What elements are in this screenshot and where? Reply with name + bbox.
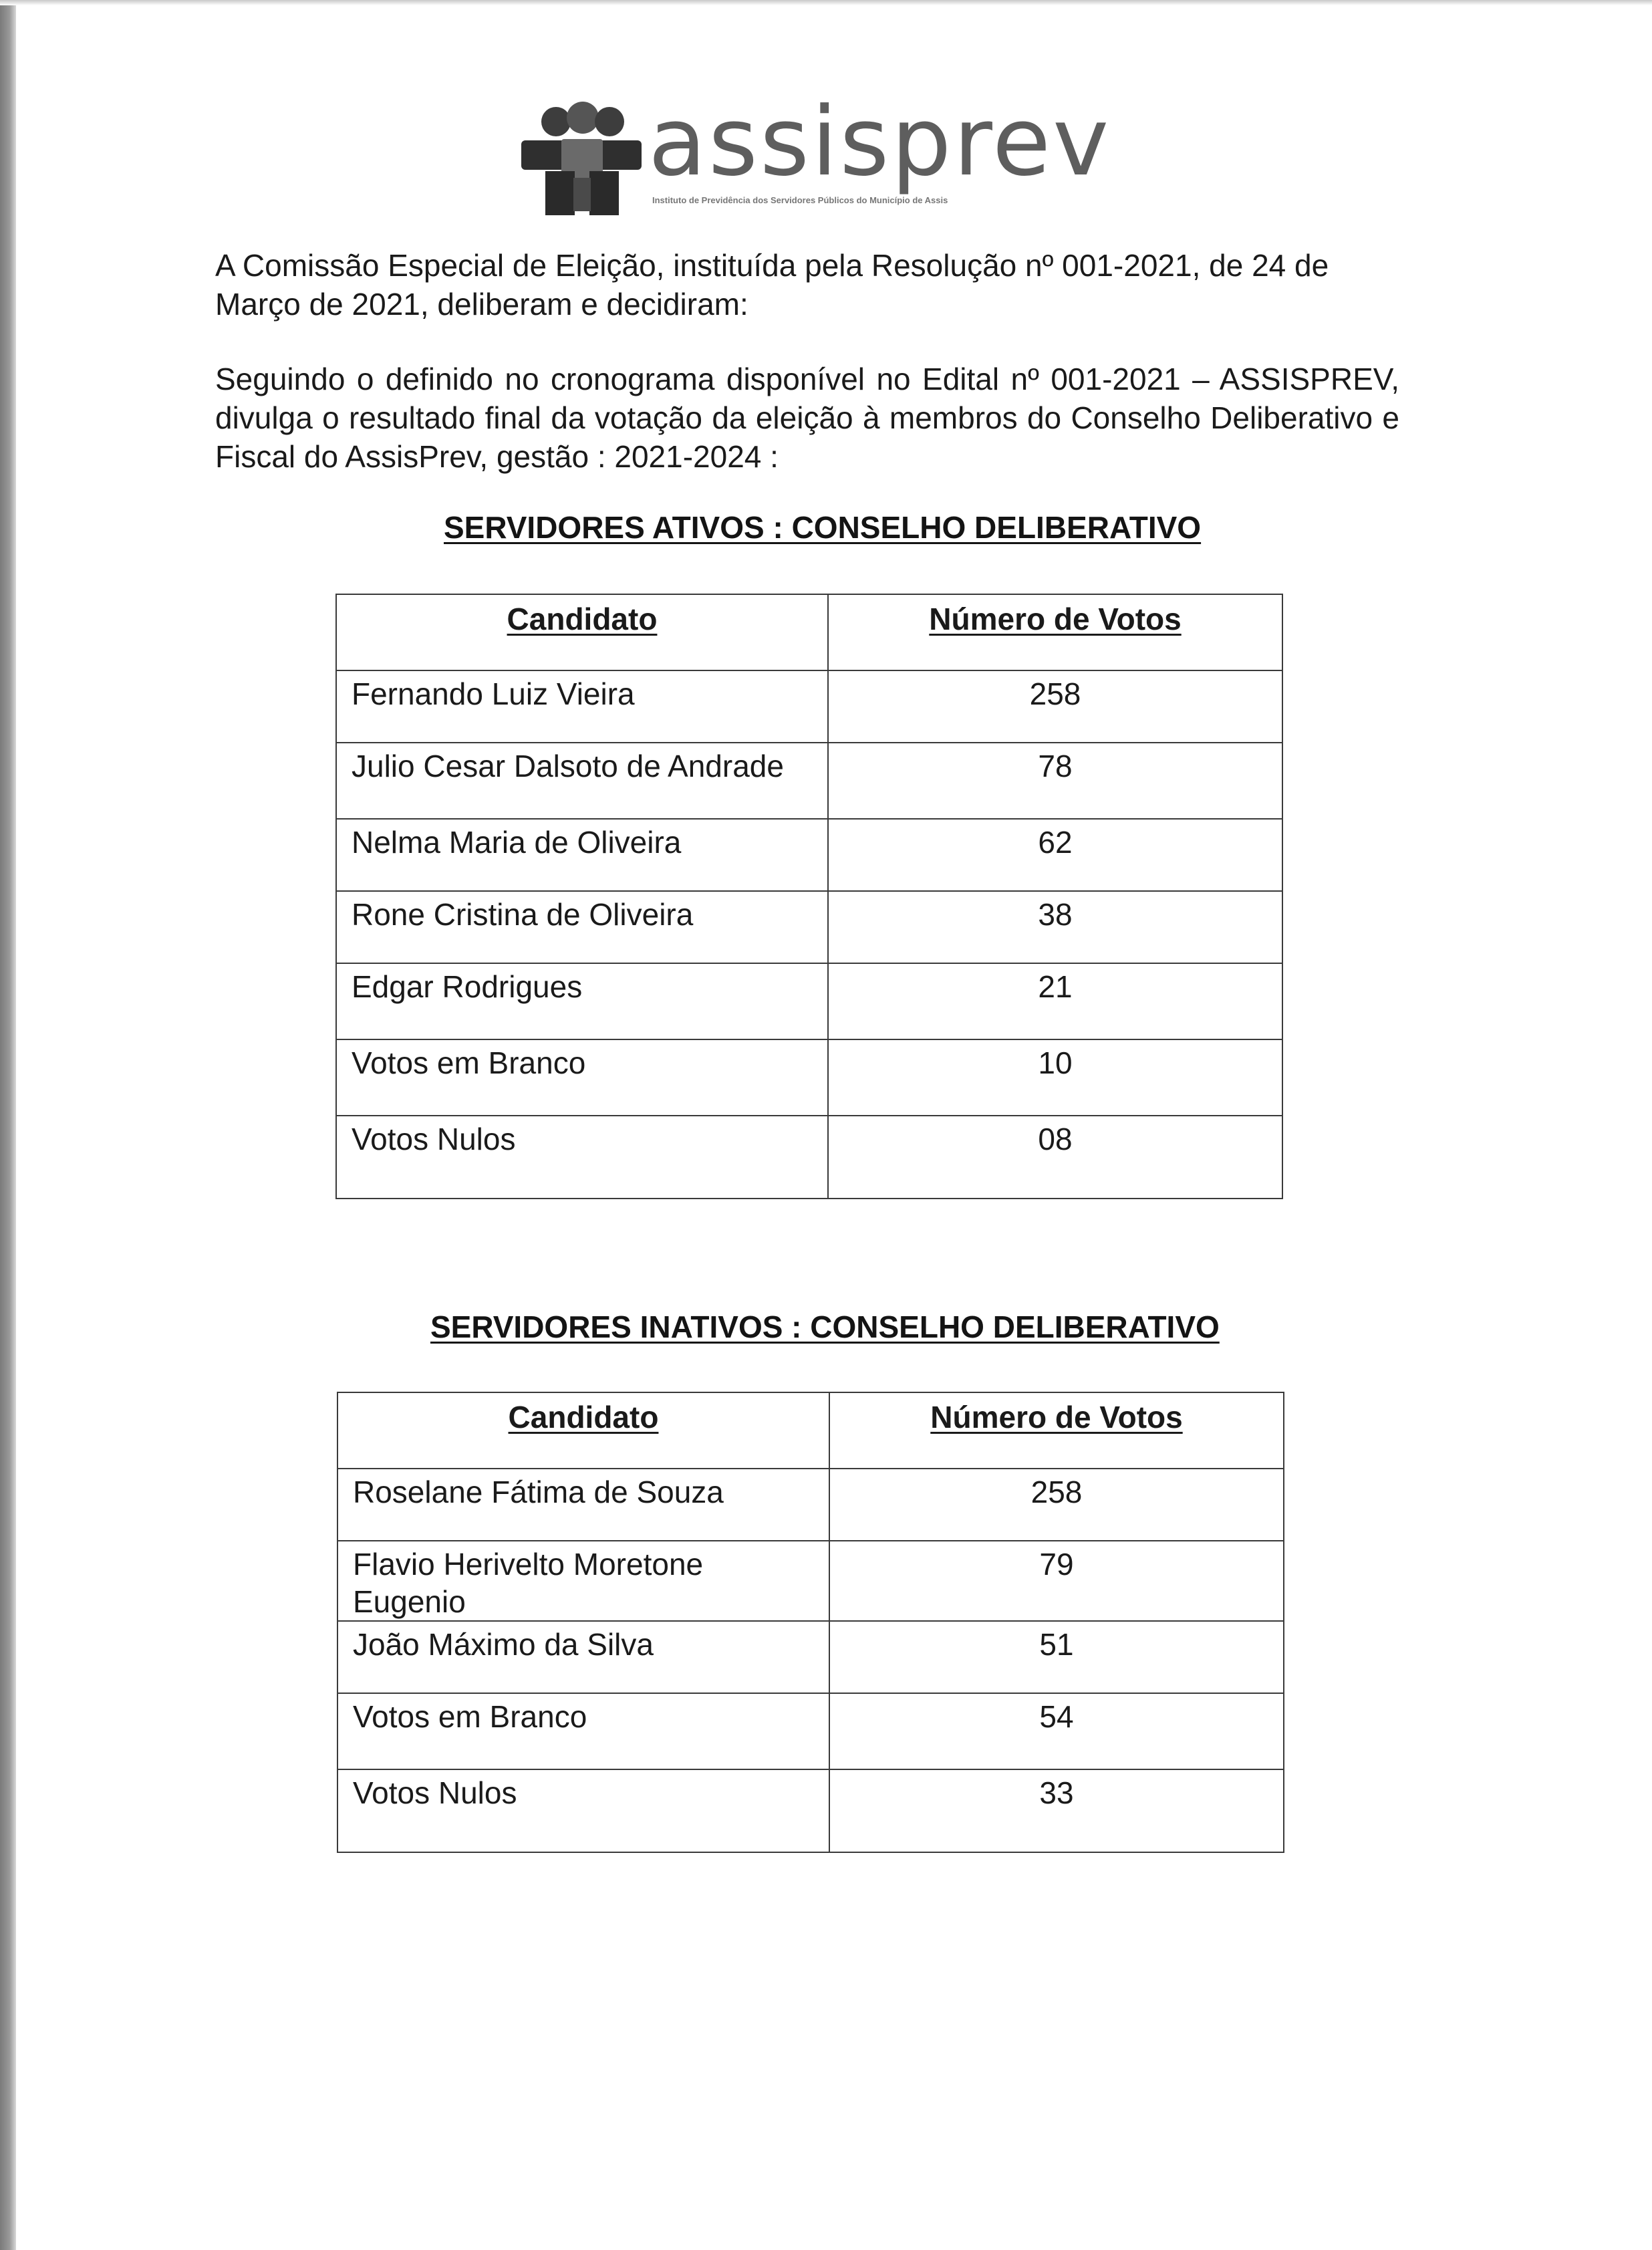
vote-count: 78	[828, 743, 1282, 819]
table-row	[337, 1621, 1284, 1693]
candidate-name: Fernando Luiz Vieira	[336, 670, 828, 743]
vote-count: 258	[829, 1469, 1284, 1541]
table-row	[337, 1469, 1284, 1541]
table-row	[336, 743, 1282, 819]
logo-wordmark: assisprev	[648, 87, 1111, 197]
section-title-ativos: SERVIDORES ATIVOS : CONSELHO DELIBERATIVO	[444, 510, 1202, 545]
candidate-name: Rone Cristina de Oliveira	[336, 891, 828, 963]
scan-edge-shadow	[0, 0, 16, 2250]
intro-paragraph-1: A Comissão Especial de Eleição, instituída pela Resolução nº 001-2021, de 24 de Março de 2021, deliberam e decidiram:	[215, 248, 1329, 322]
vote-count: 51	[829, 1621, 1284, 1693]
results-table-ativos	[335, 594, 1283, 1199]
table-header-row	[336, 594, 1282, 670]
column-header-votes: Número de Votos	[829, 1392, 1284, 1469]
table-row	[336, 963, 1282, 1039]
vote-count: 10	[828, 1039, 1282, 1116]
column-header-candidate: Candidato	[336, 594, 828, 670]
vote-count: 33	[829, 1769, 1284, 1852]
candidate-name: Votos Nulos	[337, 1769, 829, 1852]
candidate-name: Votos em Branco	[336, 1039, 828, 1116]
scan-top-shadow	[0, 0, 1652, 5]
candidate-name: Nelma Maria de Oliveira	[336, 819, 828, 891]
intro-paragraph-2: Seguindo o definido no cronograma disponível no Edital nº 001-2021 – ASSISPREV, divulga o resultado final da votação da eleição à membros do Conselho Deliberativo e Fiscal do AssisPrev, gestão : 2021-2024 :	[215, 362, 1399, 474]
people-family-icon	[515, 99, 648, 219]
assisprev-logo	[515, 87, 1116, 219]
results-table-inativos	[337, 1392, 1284, 1853]
candidate-name: Julio Cesar Dalsoto de Andrade	[336, 743, 828, 819]
table-row	[336, 819, 1282, 891]
table-row	[337, 1769, 1284, 1852]
column-header-votes: Número de Votos	[828, 594, 1282, 670]
table-row	[336, 670, 1282, 743]
table-row	[336, 891, 1282, 963]
table-row	[336, 1039, 1282, 1116]
vote-count: 21	[828, 963, 1282, 1039]
vote-count: 54	[829, 1693, 1284, 1769]
table-row	[337, 1541, 1284, 1621]
table-row	[337, 1693, 1284, 1769]
candidate-name: Roselane Fátima de Souza	[337, 1469, 829, 1541]
table-row	[336, 1116, 1282, 1199]
candidate-name: Flavio Herivelto Moretone Eugenio	[337, 1541, 829, 1621]
vote-count: 79	[829, 1541, 1284, 1621]
logo-subtitle: Instituto de Previdência dos Servidores Públicos do Município de Assis	[652, 195, 948, 205]
candidate-name: Votos em Branco	[337, 1693, 829, 1769]
vote-count: 08	[828, 1116, 1282, 1199]
vote-count: 38	[828, 891, 1282, 963]
candidate-name: João Máximo da Silva	[337, 1621, 829, 1693]
table-header-row	[337, 1392, 1284, 1469]
vote-count: 258	[828, 670, 1282, 743]
column-header-candidate: Candidato	[337, 1392, 829, 1469]
candidate-name: Votos Nulos	[336, 1116, 828, 1199]
vote-count: 62	[828, 819, 1282, 891]
candidate-name: Edgar Rodrigues	[336, 963, 828, 1039]
section-title-inativos: SERVIDORES INATIVOS : CONSELHO DELIBERATIVO	[430, 1309, 1220, 1344]
